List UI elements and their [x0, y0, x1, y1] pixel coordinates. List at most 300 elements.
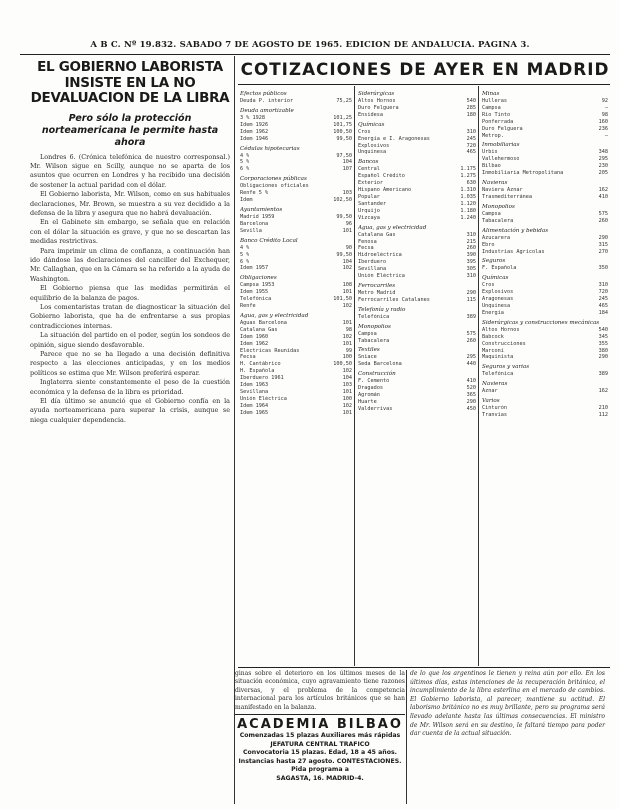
quote-section-heading: Navieras	[482, 180, 508, 187]
quote-name: Idem 1946	[240, 135, 269, 142]
page-header: A B C. Nº 19.832. SABADO 7 DE AGOSTO DE 1965. EDICION DE ANDALUCIA. PAGINA 3.	[90, 40, 530, 50]
quote-value: 720	[598, 289, 608, 296]
quote-name: 4 %	[240, 244, 250, 251]
quote-name: Hulleras	[482, 98, 507, 104]
quote-value: 101	[342, 340, 352, 347]
quote-name: Sevillana	[240, 389, 269, 395]
article-headline: EL GOBIERNO LABORISTA INSISTE EN LA NO DEVALUACION DE LA LIBRA	[30, 59, 230, 106]
quote-section-heading: Agua, gas y electricidad	[240, 312, 309, 319]
quote-row	[240, 354, 352, 361]
quote-row	[482, 98, 608, 105]
quote-value: 107	[342, 166, 352, 173]
quote-name: Sevilla	[240, 227, 262, 234]
quote-section-heading: Siderúrgicas y construcciones mecánicas	[482, 319, 600, 326]
quote-value: 390	[466, 252, 476, 259]
quote-row	[358, 136, 476, 143]
quote-value: 103	[342, 190, 352, 197]
quote-name: Idem 1964	[240, 402, 269, 409]
quote-row	[240, 129, 352, 136]
quote-row	[358, 406, 476, 413]
quote-section-heading: Navieras	[482, 381, 508, 388]
quote-name: H. Cantábrico	[240, 361, 281, 368]
quote-row	[240, 282, 352, 289]
quote-row	[358, 338, 476, 345]
quote-row	[482, 119, 608, 126]
quote-row	[482, 249, 608, 256]
quote-value: 260	[466, 337, 476, 344]
quote-name: Central	[358, 166, 380, 173]
quote-name: Aragonesas	[482, 296, 514, 303]
quote-name: Idem	[240, 197, 253, 204]
quote-value: 99,50	[336, 251, 352, 258]
quote-name: Idem 1962	[240, 128, 269, 135]
quote-name: Ebro	[482, 241, 495, 248]
quote-section-heading: Telefonía y radio	[358, 306, 406, 313]
quote-section-heading: Varios	[482, 398, 500, 405]
quote-row	[240, 389, 352, 396]
quote-row	[358, 166, 476, 173]
quote-value: 1.175	[460, 166, 476, 173]
quote-value: 215	[466, 238, 476, 245]
bottom-rule	[238, 667, 610, 668]
quote-name: Popular	[358, 193, 380, 200]
quote-value: 295	[598, 156, 608, 163]
bottom-right	[410, 670, 605, 800]
quotations-column-3	[482, 88, 608, 664]
quote-value: 290	[598, 234, 608, 241]
quote-row	[482, 187, 608, 194]
quote-row	[240, 334, 352, 341]
quote-name: Inmobiliaria Metropolitana	[482, 170, 564, 177]
quote-value: 1.120	[460, 200, 476, 207]
quote-section-heading: Cédulas hipotecarias	[240, 145, 300, 152]
quote-name: Fecsa	[358, 245, 374, 252]
header-rule	[20, 54, 610, 55]
quote-name: 4 %	[240, 152, 250, 159]
article-paragraph: Parece que no se ha llegado a una decisión definitiva respecto a las elecciones anticipadas, y en los medios políticos se estima que Mr. Wilson preferirá esperar.	[30, 350, 230, 377]
quote-value: 410	[598, 193, 608, 200]
quote-value: 285	[466, 104, 476, 111]
quote-row	[240, 98, 352, 105]
quote-section-heading: Químicas	[358, 121, 385, 128]
quote-value: 305	[466, 266, 476, 273]
article-paragraph: Los comentaristas tratan de diagnosticar la situación del Gobierno laborista, que ha de enfrentarse a sus propias contradicciones internas.	[30, 303, 230, 330]
quote-name: Aguas Barcelona	[240, 319, 287, 326]
article-paragraph: El Gobierno laborista, Mr. Wilson, como en sus habituales declaraciones, Mr. Brown, se muestra a su vez decidido a la defensa de la libra y asegura que no habrá devaluación.	[30, 190, 230, 217]
quote-name: Idem 1960	[240, 333, 269, 340]
article-paragraph: Londres 6. (Crónica telefónica de nuestro corresponsal.) Mr. Wilson sigue en Scilly, aunque no se aparta de los asuntos que ocurren en Londres y ha recibido una decisión de sostener la actual paridad con el dólar.	[30, 152, 230, 189]
quote-row	[240, 265, 352, 272]
quote-value: 97,50	[336, 152, 352, 159]
quote-row	[240, 166, 352, 173]
quote-row	[240, 259, 352, 266]
quote-value: 389	[598, 371, 608, 378]
quote-name: Idem 1963	[240, 382, 269, 389]
quote-value: 108	[342, 282, 352, 289]
quote-value: —	[604, 132, 608, 139]
quote-name: Vallehermoso	[482, 156, 520, 163]
quote-value: 99,50	[336, 213, 352, 220]
quote-row	[358, 314, 476, 321]
quote-row	[240, 320, 352, 327]
quote-value: 540	[598, 326, 608, 333]
quote-name: Cros	[358, 128, 371, 135]
quote-value: 345	[598, 333, 608, 340]
quote-row	[240, 197, 352, 204]
quote-row	[482, 133, 608, 140]
article-body	[30, 153, 230, 426]
quote-row	[482, 341, 608, 348]
quote-row	[240, 214, 352, 221]
quote-row	[482, 163, 608, 170]
quote-row	[358, 259, 476, 266]
quote-value: 350	[598, 265, 608, 272]
quote-value: 102	[342, 303, 352, 310]
academia-line: SAGASTA, 16. MADRID-4.	[276, 774, 364, 782]
quote-section-heading: Construcción	[358, 371, 396, 378]
quote-row	[482, 289, 608, 296]
quote-value: 1.180	[460, 207, 476, 214]
quote-value: 184	[598, 309, 608, 316]
quote-section-heading: Corporaciones públicas	[240, 176, 307, 183]
quote-row	[358, 232, 476, 239]
quote-row	[482, 371, 608, 378]
quote-name: Marconi	[482, 347, 504, 354]
quote-name: Idem 1926	[240, 121, 269, 128]
quotations-column-1	[240, 88, 352, 664]
quote-value: 160	[598, 118, 608, 125]
quote-name: Valderrivas	[358, 405, 393, 412]
quote-row	[240, 245, 352, 252]
quote-row	[240, 341, 352, 348]
academia-line: Comenzadas 15 plazas Auxiliares más rápidas	[239, 732, 401, 740]
quote-value: 101	[342, 227, 352, 234]
quote-name: Urbis	[482, 149, 498, 156]
quote-value: 101	[342, 319, 352, 326]
quote-section-heading: Deuda amortizable	[240, 107, 294, 114]
quote-row	[358, 245, 476, 252]
quote-row	[358, 399, 476, 406]
quote-value: 90	[345, 244, 352, 251]
quote-value: 310	[466, 231, 476, 238]
quote-value: 410	[466, 378, 476, 385]
quote-row	[482, 388, 608, 395]
quote-name: Madrid 1959	[240, 213, 275, 220]
quote-value: 1.275	[460, 173, 476, 180]
article-continuation: de lo que los argentinos le tienen y reina aún por ello. En los últimos días, estas intenciones de la recuperación británica, el incumplimiento de la libra esterlina en el mercado de cambios. El Gobierno laborista, al parecer, mantiene su actitud. El laborismo británico no es muy brillante, pero su programa será llevado adelante hasta las últimas consecuencias. El ministro de Mr. Wilson será en su destino, le faltará tiempo para poder dar cuenta de la actual situación.	[410, 670, 605, 738]
quote-name: Tranvías	[482, 412, 507, 419]
quote-name: Exterior	[358, 180, 383, 187]
quote-name: Barcelona	[240, 220, 269, 227]
academia-title: ACADEMIA BILBAO	[237, 717, 403, 733]
quote-name: Campsa	[482, 104, 501, 111]
quote-name: Bilbao	[482, 163, 501, 170]
quote-name: Tabacalera	[358, 337, 390, 344]
quote-row	[240, 375, 352, 382]
quote-value: 96	[345, 220, 352, 227]
quote-value: 520	[466, 385, 476, 392]
quote-section-heading: Textiles	[358, 347, 380, 354]
quote-row	[482, 242, 608, 249]
quote-value: 380	[598, 347, 608, 354]
quote-value: 440	[466, 361, 476, 368]
quote-value: 102,50	[333, 197, 352, 204]
quote-row	[358, 208, 476, 215]
quote-name: Dragados	[358, 385, 383, 392]
quote-row	[482, 194, 608, 201]
quote-value: 102	[342, 402, 352, 409]
quote-name: Idem 1957	[240, 265, 269, 272]
quote-value: 230	[598, 163, 608, 170]
quote-row	[482, 265, 608, 272]
quote-section-heading: Minas	[482, 91, 500, 97]
quote-row	[240, 228, 352, 235]
title-rule	[238, 84, 610, 85]
quote-value: 162	[598, 388, 608, 395]
quote-value: 100,50	[333, 128, 352, 135]
quote-value: 99	[345, 347, 352, 354]
quote-name: Metrop.	[482, 132, 504, 139]
quote-name: Industrias Agrícolas	[482, 248, 545, 255]
quote-section-heading: Efectos públicos	[240, 91, 287, 97]
quote-value: 575	[598, 210, 608, 217]
quote-section-heading: Obligaciones	[240, 275, 277, 282]
quote-value: 290	[466, 399, 476, 405]
quote-name: Español Crédito	[358, 173, 405, 180]
quote-row	[240, 296, 352, 303]
quote-value: 290	[466, 289, 476, 296]
quote-value: 575	[466, 330, 476, 337]
quote-row	[240, 303, 352, 310]
quote-row	[482, 327, 608, 334]
academia-line: JEFATURA CENTRAL TRAFICO	[270, 740, 370, 748]
article-paragraph: Inglaterra siente constantemente el peso de la cuestión económica y la defensa de la libra es prioridad.	[30, 378, 230, 396]
quote-name: Sevillana	[358, 266, 387, 273]
quote-name: Idem 1965	[240, 409, 269, 416]
quote-name: Idem 1955	[240, 289, 269, 296]
quote-row	[482, 149, 608, 156]
quote-name: 5 %	[240, 159, 250, 166]
quote-row	[482, 170, 608, 177]
quote-name: F. Cemento	[358, 378, 390, 385]
quote-row	[240, 403, 352, 410]
quote-value: 310	[466, 273, 476, 280]
quote-value: 1.310	[460, 187, 476, 194]
quote-name: Eléctricas Reunidas	[240, 347, 300, 354]
quote-value: 100	[342, 354, 352, 361]
quote-value: 101	[342, 289, 352, 296]
quote-row	[358, 361, 476, 368]
quote-value: 101	[342, 389, 352, 395]
quote-value: 104	[342, 375, 352, 382]
quote-value: 102	[342, 333, 352, 340]
quote-value: 99,50	[336, 135, 352, 142]
quote-name: Explosivos	[482, 289, 514, 296]
quote-section-heading: Banco Crédito Local	[240, 237, 298, 244]
quote-row	[240, 382, 352, 389]
quote-row	[240, 136, 352, 143]
left-article	[30, 58, 230, 803]
quote-value: 104	[342, 159, 352, 166]
quote-row	[240, 190, 352, 197]
quote-row	[358, 378, 476, 385]
article-subhead: Pero sólo la protección norteamericana le permite hasta ahora	[41, 112, 219, 148]
quote-value: 720	[466, 142, 476, 149]
quote-name: Unquinesa	[358, 149, 387, 156]
quote-section-heading: Seguros	[482, 258, 506, 265]
quote-row	[240, 410, 352, 417]
quote-name: Seda Barcelona	[358, 361, 402, 368]
quote-row	[240, 368, 352, 375]
quote-row	[240, 183, 352, 190]
quote-name: Unión Eléctrica	[358, 273, 405, 280]
quote-row	[358, 194, 476, 201]
quote-name: Iberduero	[358, 259, 387, 266]
quote-value	[348, 183, 352, 190]
quote-row	[240, 153, 352, 160]
quote-name: Campsa	[358, 330, 377, 337]
quote-value: 1.240	[460, 214, 476, 221]
quote-section-heading: Monopolios	[482, 203, 515, 210]
quote-value: 112	[598, 412, 608, 419]
quote-name: Campsa	[482, 210, 501, 217]
quote-name: Sniace	[358, 354, 377, 361]
quote-name: Ensidesa	[358, 111, 383, 118]
quote-row	[482, 354, 608, 361]
qcol-divider-2	[478, 86, 479, 666]
quote-name: Obligaciones oficiales	[240, 183, 309, 190]
article-paragraph: El día último se anunció que el Gobierno confía en la ayuda norteamericana para superar la crisis, aunque se niega cualquier dependencia.	[30, 397, 230, 424]
quote-row	[482, 105, 608, 112]
quote-value: 102	[342, 265, 352, 272]
quote-name: Ferrocarriles Catalanes	[358, 296, 430, 303]
quote-value: 290	[598, 354, 608, 361]
quote-name: Telefónica	[240, 296, 272, 303]
quote-name: 6 %	[240, 258, 250, 265]
quote-name: Tabacalera	[482, 217, 514, 224]
quote-row	[482, 282, 608, 289]
quote-name: Duro Felguera	[482, 125, 523, 132]
quote-row	[482, 303, 608, 310]
quote-name: Agromán	[358, 392, 380, 399]
quote-name: Energía	[482, 309, 504, 316]
quote-value: 101,50	[333, 296, 352, 303]
quote-row	[358, 354, 476, 361]
quote-value: 389	[466, 313, 476, 320]
quote-name: Duro Felguera	[358, 104, 399, 111]
quote-value: 75,25	[336, 98, 352, 104]
quote-row	[358, 187, 476, 194]
quote-name: 3 % 1928	[240, 114, 265, 121]
quote-row	[482, 348, 608, 355]
quote-row	[482, 296, 608, 303]
quote-section-heading: Alimentación y bebidas	[482, 227, 549, 234]
quote-value: 315	[598, 241, 608, 248]
quote-value: 180	[466, 111, 476, 118]
quote-name: Telefónica	[482, 371, 514, 378]
quote-name: Explosivos	[358, 142, 390, 149]
quote-row	[358, 331, 476, 338]
quote-section-heading: Seguros y varias	[482, 364, 530, 371]
quote-value: 395	[466, 259, 476, 266]
quote-row	[482, 156, 608, 163]
quote-value: 104	[342, 258, 352, 265]
quote-name: Urquijo	[358, 207, 380, 214]
quote-name: Cros	[482, 282, 495, 289]
quote-row	[240, 122, 352, 129]
quote-name: Catalana Gas	[358, 231, 396, 238]
quote-name: Energía e I. Aragonesas	[358, 135, 430, 142]
quote-name: Catalana Gas	[240, 326, 278, 333]
quote-name: Campsa 1953	[240, 282, 275, 289]
quote-row	[240, 252, 352, 259]
article-paragraph: Para imprimir un clima de confianza, a continuación han ido dándose las declaraciones del canciller del Exchequer, Mr. Callaghan, que en la Cámara se ha referido a la ayuda de Washington.	[30, 246, 230, 283]
quote-row	[358, 266, 476, 273]
quote-name: Construcciones	[482, 340, 526, 347]
quote-row	[358, 105, 476, 112]
quote-name: Santander	[358, 200, 387, 207]
quote-name: F. Española	[482, 265, 517, 272]
quote-value: 101	[342, 409, 352, 416]
quote-value: 348	[598, 149, 608, 156]
quote-value: 245	[598, 296, 608, 303]
quote-row	[240, 327, 352, 334]
quote-row	[358, 129, 476, 136]
quote-section-heading: Monopolios	[358, 323, 391, 330]
quote-name: Hidroeléctrica	[358, 252, 402, 259]
quote-value: 162	[598, 187, 608, 194]
quote-section-heading: Ferrocarriles	[358, 282, 396, 289]
quote-name: Cinturón	[482, 405, 507, 412]
quote-section-heading: Inmobiliarias	[482, 142, 520, 149]
academia-line: Instancias hasta 27 agosto. CONTESTACIONES. Pida programa a	[238, 757, 402, 774]
quote-value: 355	[598, 340, 608, 347]
quote-name: Naviera Aznar	[482, 187, 523, 194]
quote-value: 310	[466, 128, 476, 135]
quote-name: Deuda P. interior	[240, 98, 294, 104]
quote-section-heading: Ayuntamientos	[240, 206, 283, 213]
ad-rule	[235, 714, 405, 715]
quote-name: Fenosa	[358, 238, 377, 245]
quote-row	[482, 112, 608, 119]
quotations-title: COTIZACIONES DE AYER EN MADRID	[240, 59, 610, 79]
quote-row	[358, 143, 476, 150]
quote-row	[358, 173, 476, 180]
quote-name: Renfe	[240, 303, 256, 310]
quote-name: Metro Madrid	[358, 289, 396, 296]
quote-row	[358, 290, 476, 297]
quote-value: 465	[598, 303, 608, 310]
article-paragraph: El Gobierno piensa que las medidas permitirán el equilibrio de la balanza de pagos.	[30, 284, 230, 302]
quote-name: Idem 1962	[240, 340, 269, 347]
quote-name: 5 %	[240, 251, 250, 258]
quote-value: 101,25	[333, 114, 352, 121]
bottom-middle	[235, 670, 405, 800]
quote-section-heading: Químicas	[482, 275, 509, 282]
quote-row	[358, 392, 476, 399]
quote-row	[482, 405, 608, 412]
quote-value: 205	[598, 170, 608, 177]
quote-section-heading: Siderúrgicas	[358, 91, 395, 97]
quote-value: 245	[466, 135, 476, 142]
quote-value: 450	[466, 405, 476, 412]
quote-value: 92	[601, 98, 608, 104]
quote-row	[240, 348, 352, 355]
quote-name: Fecsa	[240, 354, 256, 361]
quote-value: 103	[342, 382, 352, 389]
quote-value: —	[604, 104, 608, 111]
quote-value: 540	[466, 98, 476, 104]
